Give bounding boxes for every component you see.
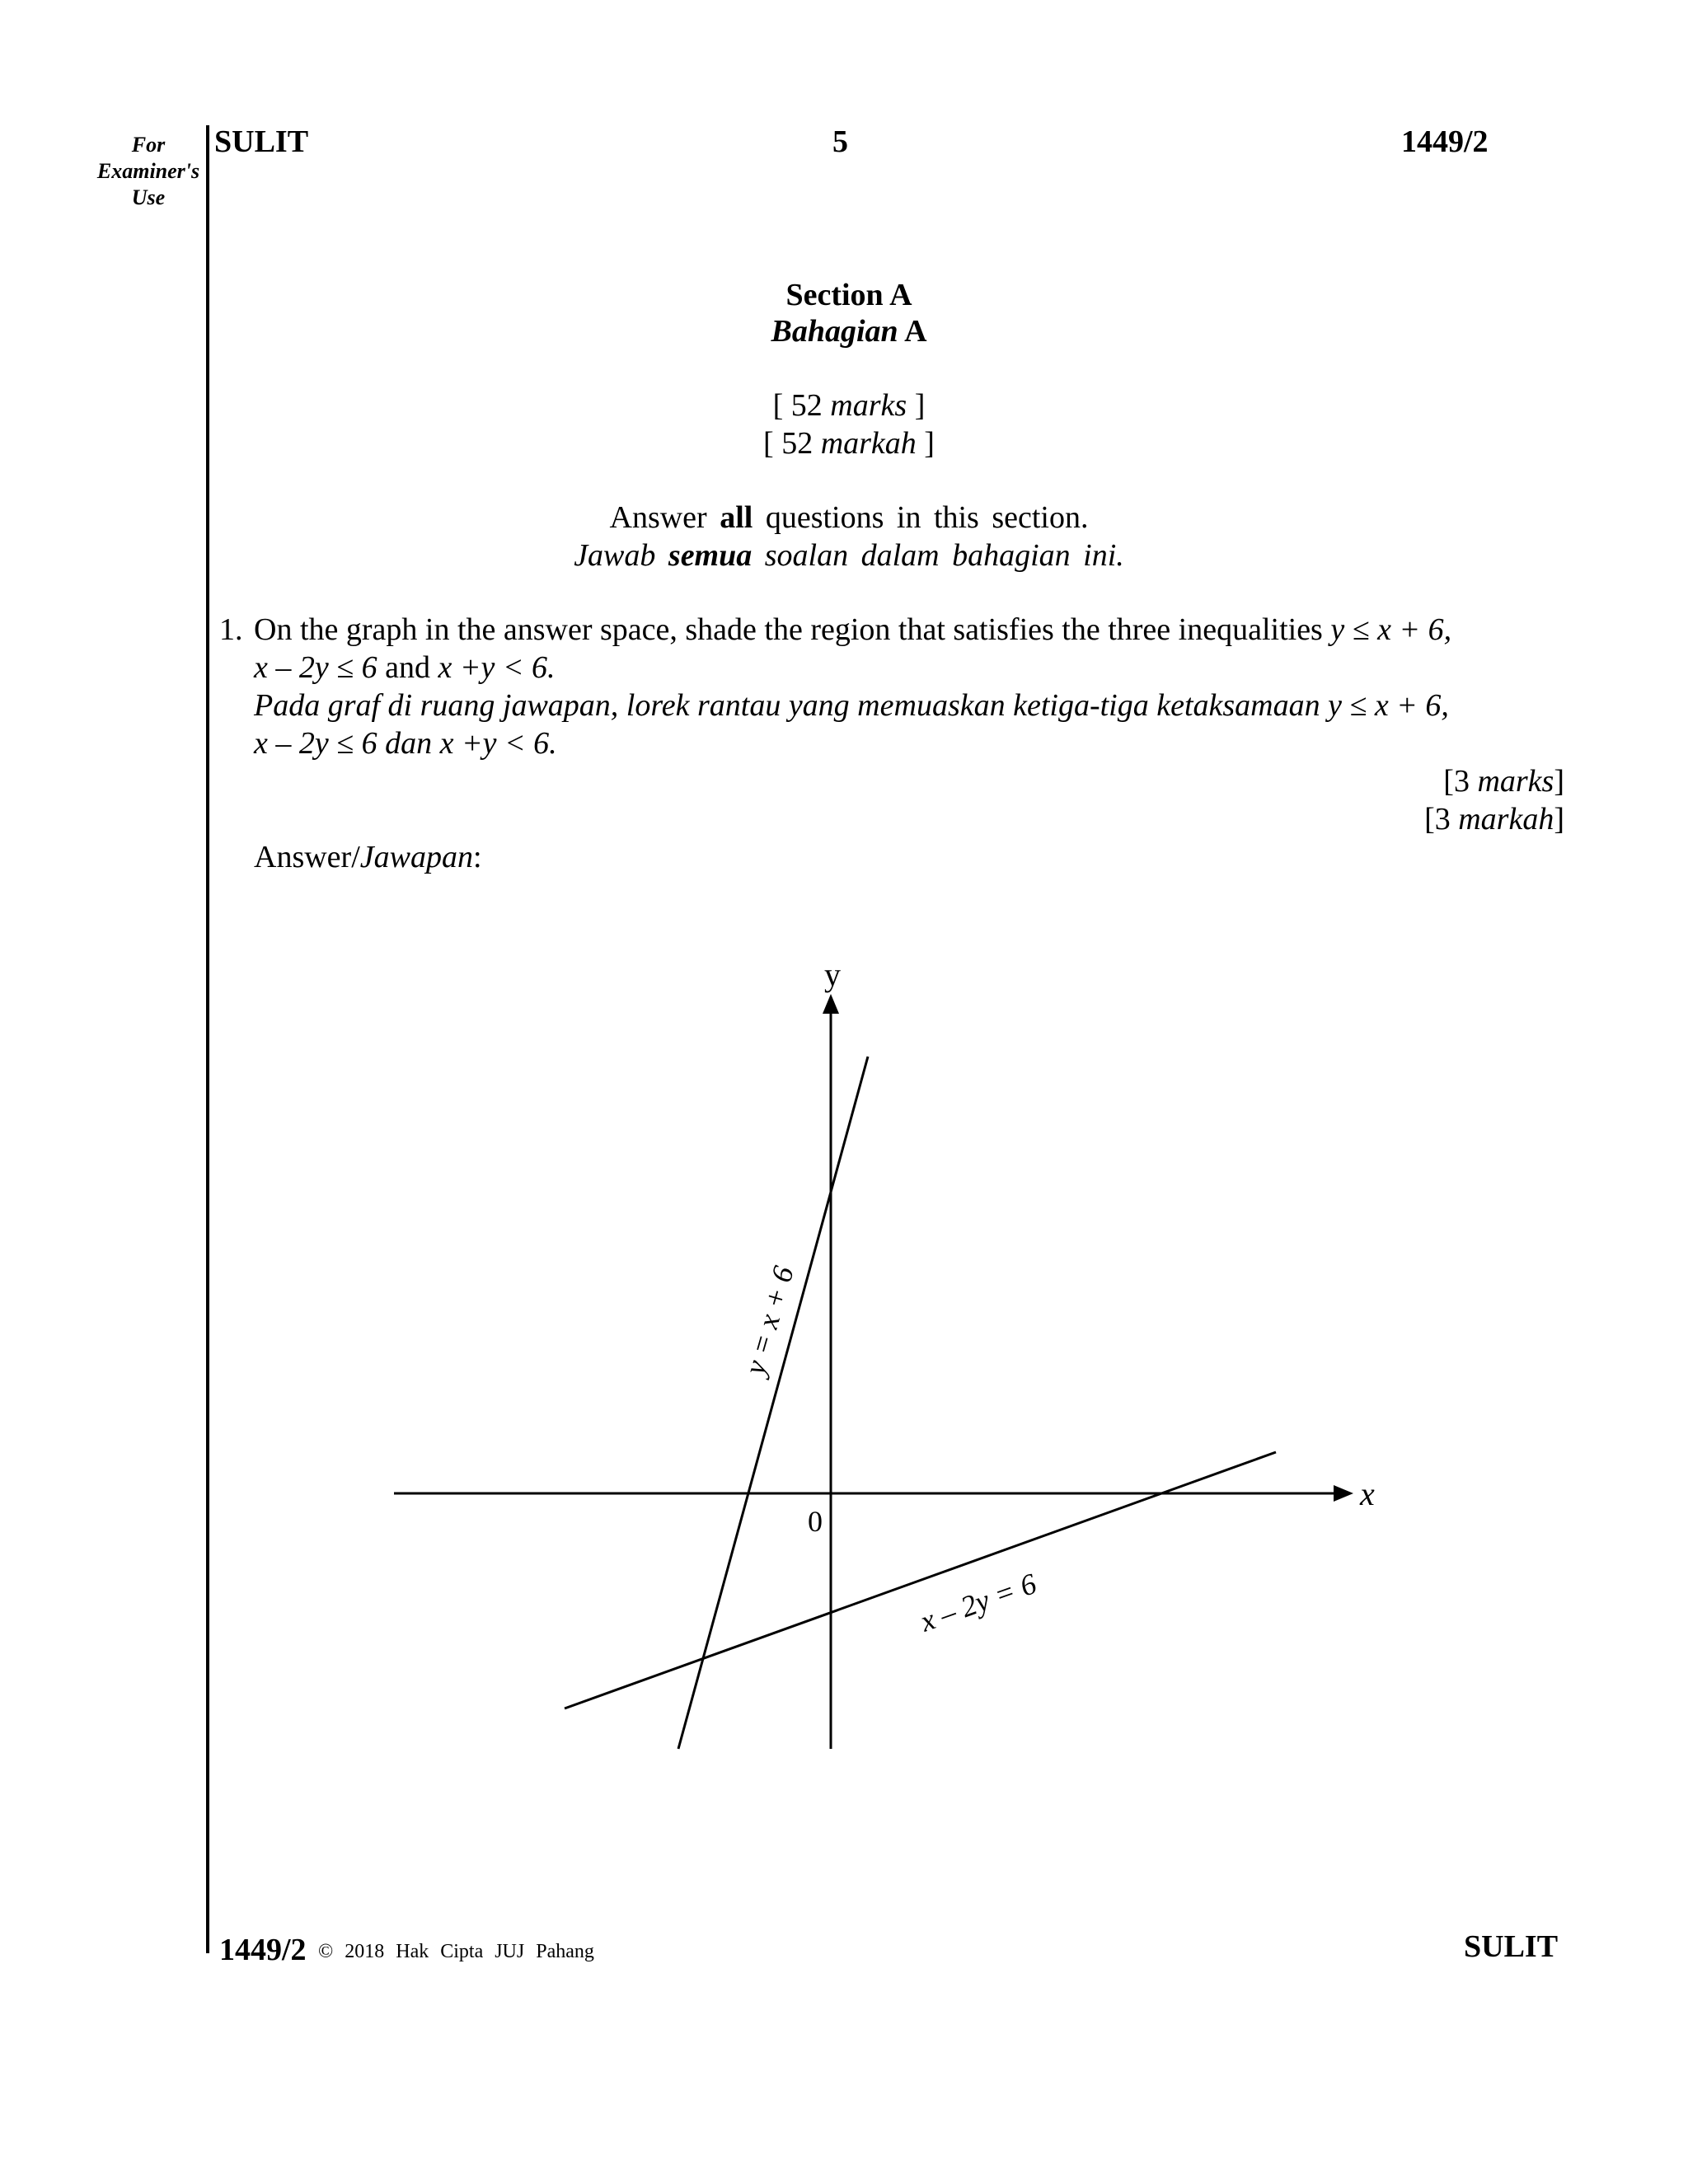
instruction-after: questions in this section. bbox=[765, 500, 1089, 535]
answer-label-ms: Jawapan bbox=[359, 840, 473, 874]
inequality-1: y ≤ x + 6, bbox=[1330, 612, 1452, 647]
section-title-malay-word: Bahagian bbox=[771, 314, 898, 349]
inequality-3: x +y < 6. bbox=[438, 650, 556, 685]
instruction-before: Answer bbox=[609, 500, 707, 535]
question-text-malay: Pada graf di ruang jawapan, lorek rantau yang memuaskan ketiga-tiga ketaksamaan y ≤ x + 6, bbox=[254, 688, 1449, 723]
answer-label-en: Answer/ bbox=[254, 840, 360, 874]
x-axis-arrow-icon bbox=[1334, 1485, 1353, 1502]
paper-code: 1449/2 bbox=[1401, 124, 1489, 159]
section-marks-value: 52 bbox=[790, 388, 823, 423]
question-marks-malay: [3 markah] bbox=[1424, 802, 1564, 837]
examiner-note-line: For bbox=[131, 133, 166, 157]
section-title-malay-letter: A bbox=[904, 314, 927, 349]
answer-label-colon: : bbox=[472, 840, 482, 874]
line-1-label: y = x + 6 bbox=[738, 1262, 800, 1379]
instruction-malay-before: Jawab bbox=[574, 538, 656, 573]
instruction-bold: all bbox=[720, 500, 753, 535]
instruction-malay-bold: semua bbox=[668, 538, 753, 573]
question-number: 1. bbox=[219, 612, 243, 647]
header-sulit: SULIT bbox=[214, 124, 309, 159]
question-marks: [3 marks] bbox=[1443, 764, 1564, 799]
section-marks-malay-value: 52 bbox=[781, 426, 814, 461]
question-dan: dan bbox=[385, 726, 433, 761]
page-number: 5 bbox=[832, 124, 848, 159]
footer-paper-code: 1449/2 bbox=[219, 1933, 307, 1967]
line-2-label: x – 2y = 6 bbox=[916, 1567, 1041, 1638]
footer-copyright: © 2018 Hak Cipta JUJ Pahang bbox=[318, 1941, 594, 1962]
question-marks-value: 3 bbox=[1453, 764, 1470, 799]
examiner-note-line: Use bbox=[131, 185, 166, 209]
question-marks-malay-value: 3 bbox=[1434, 802, 1451, 837]
line-x-minus-2y-equals-6 bbox=[565, 1452, 1276, 1708]
inequality-3-malay: x +y < 6. bbox=[439, 726, 557, 761]
y-axis-label: y bbox=[824, 956, 841, 993]
origin-label: 0 bbox=[808, 1505, 823, 1538]
section-title: Section A bbox=[785, 278, 912, 312]
x-axis-label: x bbox=[1360, 1475, 1375, 1512]
inequality-2: x – 2y ≤ 6 bbox=[254, 650, 377, 685]
section-marks-malay-word: markah bbox=[820, 426, 917, 461]
y-axis-arrow-icon bbox=[823, 994, 839, 1014]
question-and: and bbox=[385, 650, 430, 685]
question-marks-word: marks bbox=[1477, 764, 1554, 799]
question-marks-malay-word: markah bbox=[1458, 802, 1554, 837]
section-marks-malay: [ 52 markah ] bbox=[763, 426, 935, 461]
section-marks-word: marks bbox=[830, 388, 907, 423]
section-marks: [ 52 marks ] bbox=[772, 388, 926, 423]
inequality-2-malay: x – 2y ≤ 6 bbox=[254, 726, 377, 761]
footer-sulit: SULIT bbox=[1464, 1929, 1559, 1964]
line-y-equals-x-plus-6 bbox=[678, 1057, 868, 1749]
examiner-note-line: Examiner's bbox=[96, 159, 200, 183]
instruction-malay-after: soalan dalam bahagian ini. bbox=[764, 538, 1124, 573]
question-text: On the graph in the answer space, shade the region that satisfies the three inequalities bbox=[254, 612, 1323, 647]
